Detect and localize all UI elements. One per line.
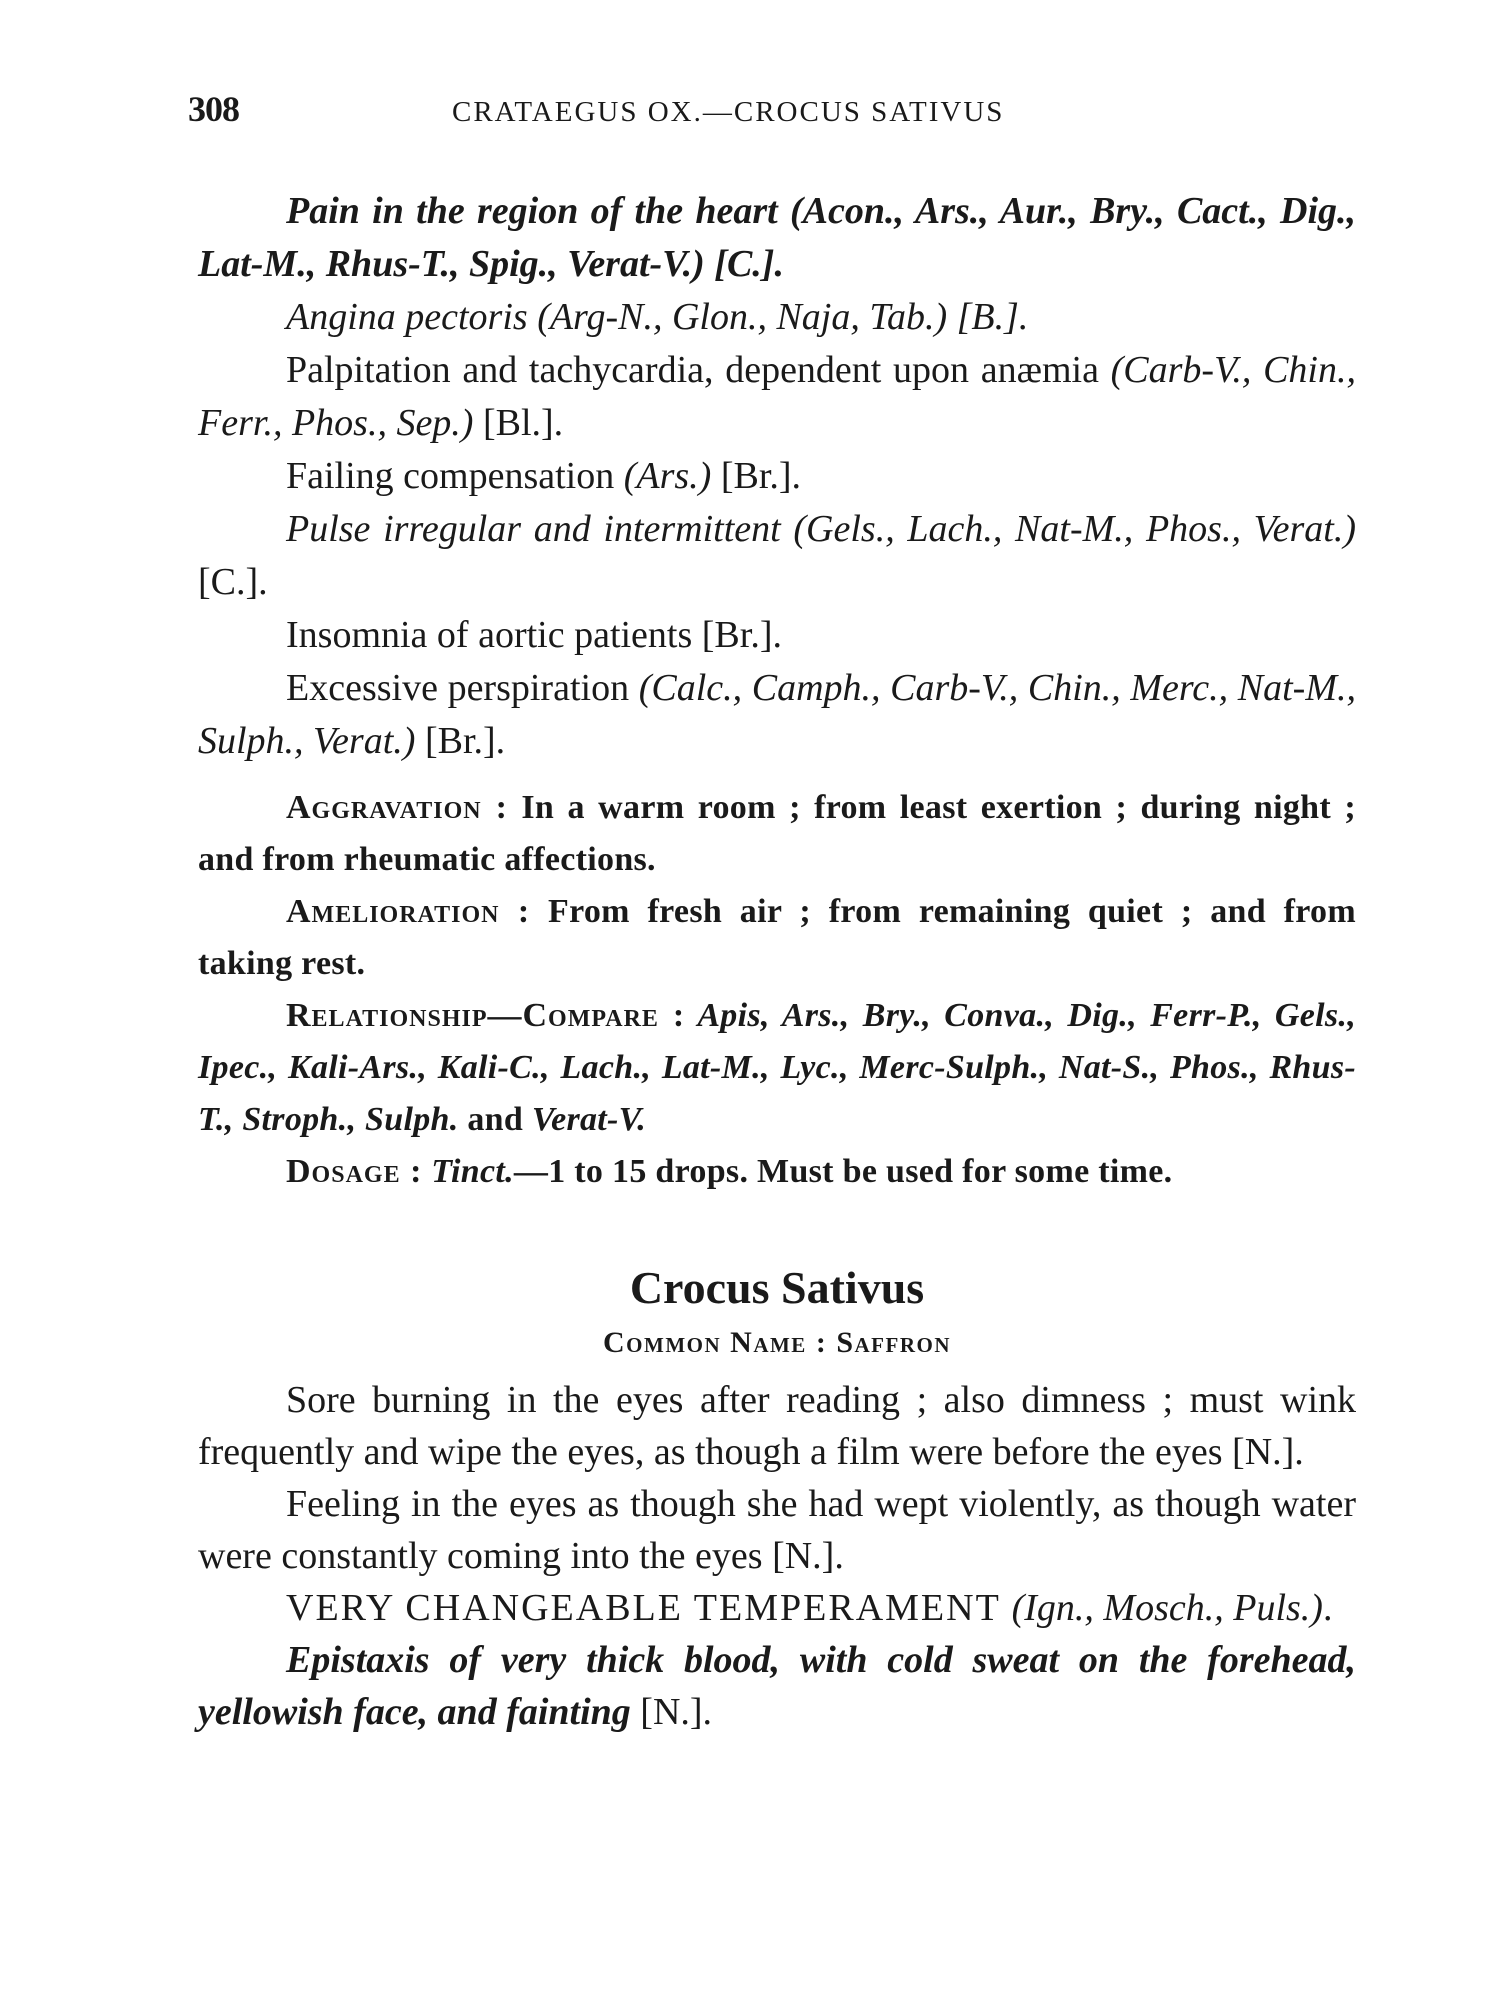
crocus-body <box>198 1374 1356 1738</box>
section-dosage: Dosage : Tinct.—1 to 15 drops. Must be used for some time. <box>286 1153 1173 1190</box>
section-amelioration: Amelioration : From fresh air ; from remaining quiet ; and from taking rest. <box>198 893 1356 982</box>
running-title: CRATAEGUS OX.—CROCUS SATIVUS <box>452 96 1005 128</box>
paragraph-temperament: VERY CHANGEABLE TEMPERAMENT (Ign., Mosch., Puls.). <box>286 1587 1333 1629</box>
paragraph-angina: Angina pectoris (Arg-N., Glon., Naja, Tab.) [B.]. <box>286 296 1029 338</box>
section-aggravation: Aggravation : In a warm room ; from least exertion ; during night ; and from rheumatic affections. <box>198 789 1356 878</box>
paragraph-insomnia: Insomnia of aortic patients [Br.]. <box>286 614 782 656</box>
section-relationship: Relationship—Compare : Apis, Ars., Bry., Conva., Dig., Ferr-P., Gels., Ipec., Kali-Ars., Kali-C., Lach., Lat-M., Lyc., Merc-Sulph., Nat-S., Phos., Rhus-T., Stroph., Sulph. and Verat-V. <box>198 997 1356 1138</box>
paragraph-perspiration: Excessive perspiration (Calc., Camph., Carb-V., Chin., Merc., Nat-M., Sulph., Verat.) [Br.]. <box>198 667 1356 762</box>
page-number: 308 <box>188 89 239 129</box>
common-name: Common Name : Saffron <box>603 1326 951 1359</box>
remedy-title: Crocus Sativus <box>629 1262 925 1313</box>
paragraph-wept: Feeling in the eyes as though she had wept violently, as though water were constantly coming into the eyes [N.]. <box>198 1483 1356 1577</box>
paragraph-heart-pain: Pain in the region of the heart (Acon., Ars., Aur., Bry., Cact., Dig., Lat-M., Rhus-T., Spig., Verat-V.) [C.]. <box>198 190 1356 285</box>
paragraph-pulse: Pulse irregular and intermittent (Gels., Lach., Nat-M., Phos., Verat.) [C.]. <box>198 508 1356 603</box>
page-body <box>198 185 1356 1738</box>
paragraph-failing-compensation: Failing compensation (Ars.) [Br.]. <box>286 455 802 497</box>
paragraph-palpitation: Palpitation and tachycardia, dependent upon anæmia (Carb-V., Chin., Ferr., Phos., Sep.) [Bl.]. <box>198 349 1356 444</box>
paragraph-epistaxis: Epistaxis of very thick blood, with cold sweat on the forehead, yellowish face, and fainting [N.]. <box>198 1639 1356 1733</box>
paragraph-sore-eyes: Sore burning in the eyes after reading ; also dimness ; must wink frequently and wipe the eyes, as though a film were before the eyes [N.]. <box>198 1379 1356 1473</box>
